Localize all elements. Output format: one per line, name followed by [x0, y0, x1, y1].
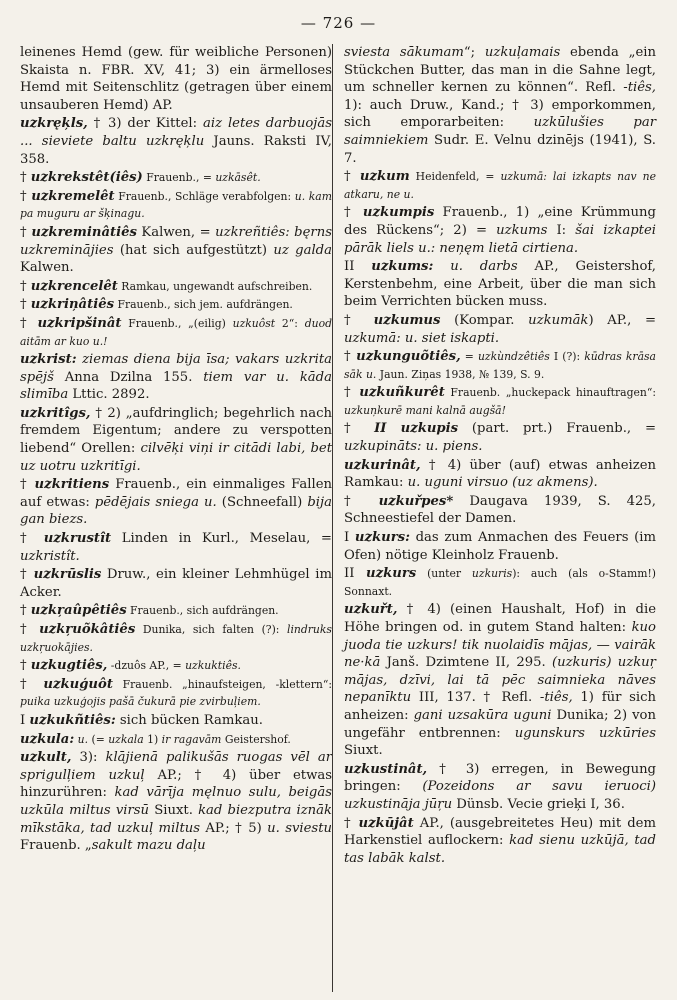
entry-text: uzkuris: [471, 567, 513, 581]
dictionary-entry: [20, 530, 332, 565]
entry-text: u. sviestu: [267, 820, 332, 836]
entry-text: uzkùndzêtiês: [477, 350, 550, 364]
headword: uzkum: [359, 169, 410, 185]
entry-text: gani uzsakūra uguni: [413, 707, 552, 723]
entry-text: sakult mazu daļu: [91, 838, 206, 854]
entry-text: u. uguni virsuo (uz akmens).: [407, 475, 598, 491]
entry-text: šai izkaptei pārāk liels u.: neņęm lietā cirtiena.: [344, 222, 657, 256]
entry-text: Jaun. Ziņas 1938, № 139, S. 9.: [376, 367, 545, 381]
entry-text: (Kompar.: [440, 312, 529, 328]
entry-text: †: [20, 658, 31, 674]
entry-text: kūdras krāsa sāk u.: [344, 350, 656, 381]
entry-text: Janš. Dzimtene II, 295.: [380, 655, 552, 671]
entry-text: †: [20, 170, 31, 186]
entry-text: Frauenb., ein einmaliges Fallen auf etwas:: [20, 477, 332, 510]
entry-text: uzkuôst: [232, 316, 276, 330]
dictionary-entry: [20, 278, 332, 296]
headword: uzkula:: [20, 731, 75, 747]
entry-text: kad vārīja męlnuo sulu, beigās uzkūla miltus virsū: [20, 785, 332, 818]
entry-text: sviesta sākumam: [344, 45, 464, 60]
dictionary-entry: [20, 169, 332, 187]
entry-text: Kalwen.: [20, 260, 74, 276]
entry-text: uzkums: [496, 222, 548, 238]
entry-text: duod aitām ar kuo u.!: [20, 316, 332, 348]
dictionary-entry: [20, 188, 332, 223]
entry-text: ir ragavām: [161, 732, 222, 746]
entry-text: ) AP., =: [588, 312, 656, 328]
entry-text: Lttic. 2892.: [68, 387, 150, 403]
headword: II uzkupis: [374, 421, 459, 437]
entry-text: 2“:: [275, 316, 305, 330]
entry-text: das zum Anmachen des Feuers (im Ofen) nötige Kleinholz Frauenb.: [344, 530, 657, 563]
entry-text: (part. prt.) Frauenb., =: [458, 421, 656, 437]
headword: uzkult,: [20, 750, 72, 766]
entry-text: uzkuļamais: [484, 45, 561, 60]
headword: uzkrekstêt(iês): [30, 170, 143, 186]
entry-text: kuo juoda tie uzkurs! tik nuolaidīs mājas, — vairāk ne·kā: [344, 620, 656, 671]
dictionary-entry: [344, 348, 656, 383]
entry-text: uzkāsêt.: [215, 171, 261, 185]
dictionary-entry: [344, 168, 656, 203]
entry-text: lindruks uzkŗuokājies.: [20, 623, 332, 654]
entry-text: leinenes Hemd (gew. für weibliche Personen) Skaista n. FBR. XV, 41; 3) ein ärmelloses Hemd mit Seitenschlitz (getragen über einem unsauberen Hemd) AP.: [20, 45, 332, 113]
entry-text: Druw., ein kleiner Lehmhügel im Acker.: [20, 567, 332, 600]
entry-text: I (?):: [549, 350, 585, 364]
dictionary-entry: [344, 312, 656, 347]
entry-text: † 4) über (auf) etwas anheizen Ramkau:: [344, 457, 656, 491]
dictionary-entry: [344, 601, 656, 759]
headword: uzkukñtiês:: [29, 712, 116, 728]
entry-text: (=: [88, 732, 109, 746]
headword: uzkurs: [366, 566, 417, 582]
entry-text: tiem var u. kāda slimība: [20, 369, 332, 403]
entry-text: † 4) (einen Haushalt, Hof) in die Höhe bringen od. in gutem Stand halten:: [344, 602, 656, 635]
dictionary-entry: [344, 529, 656, 564]
entry-text: †: [344, 421, 375, 437]
entry-text: Siuxt.: [149, 802, 199, 818]
entry-text: uzkreñtiês: bęrns uzkreminājies: [20, 224, 332, 258]
entry-text: 3):: [71, 750, 106, 766]
column-divider: [332, 44, 333, 992]
entry-text: klājienā palikušās ruogas vēl ar sprigulļiem uzkuļ: [20, 750, 332, 783]
entry-text: AP., Geistershof, Kerstenbehm, eine Arbeit, über die man sich beim Verrichten bücken muss.: [344, 259, 656, 310]
headword: uzkŗaûpêtiês: [30, 603, 127, 619]
entry-text: Frauenb. „hinaufsteigen, -klettern“:: [112, 677, 332, 691]
entry-text: †: [344, 312, 374, 328]
entry-text: †: [20, 531, 44, 547]
entry-text: 1): [143, 732, 162, 746]
entry-text: pēdējais sniega u.: [94, 494, 217, 510]
headword: uzkremelêt: [31, 188, 115, 204]
entry-text: †: [20, 477, 35, 493]
entry-text: AP., (ausgebreitetes Heu) mit dem Harkenstiel auflockern:: [344, 815, 656, 849]
dictionary-entry: [344, 565, 656, 600]
entry-text: †: [344, 205, 363, 221]
entry-text: -tiês,: [539, 690, 573, 706]
entry-text: Dünsb. Vecie grieķi I, 36.: [452, 796, 625, 812]
entry-text: Frauenb. „: [20, 838, 92, 854]
entry-text: Ramkau, ungewandt aufschreiben.: [117, 279, 313, 293]
dictionary-entry: [20, 657, 332, 675]
entry-text: †: [20, 224, 32, 240]
dictionary-entry: [20, 224, 332, 277]
dictionary-entry: [20, 749, 332, 855]
dictionary-entry: [20, 351, 332, 404]
dictionary-entry: [20, 712, 332, 730]
entry-text: Frauenb. „huckepack hinauftragen“:: [444, 386, 656, 400]
entry-text: ): auch (als o-Stamm!) Sonnaxt.: [344, 567, 656, 598]
entry-text: †: [344, 385, 360, 401]
dictionary-entry: [20, 566, 332, 601]
headword: uzkreminâtiês: [31, 224, 137, 240]
entry-text: sich bücken Ramkau.: [115, 712, 263, 728]
entry-text: Heidenfeld, =: [409, 170, 501, 184]
headword: uzkrustît: [43, 531, 112, 547]
dictionary-entry: [344, 44, 656, 167]
entry-text: =: [460, 350, 478, 364]
entry-text: †: [20, 603, 31, 619]
dictionary-entry: [344, 258, 656, 311]
dictionary-entry: [344, 457, 656, 492]
entry-text: uzkumā: u. siet iskapti.: [344, 330, 500, 346]
entry-text: -tiês,: [623, 80, 656, 96]
dictionary-entry: [344, 493, 656, 528]
entry-text: kad sienu uzkūjā, tad tas labāk kalst.: [344, 833, 656, 866]
dictionary-entry: [20, 621, 332, 656]
dictionary-entry: [20, 676, 332, 711]
entry-text: (Schneefall): [216, 494, 308, 510]
headword: uzkumus: [373, 312, 441, 328]
entry-text: †: [20, 315, 38, 331]
entry-text: Frauenb., =: [142, 171, 216, 185]
headword: uzkritiens: [34, 477, 110, 493]
entry-text: u.: [74, 732, 89, 746]
entry-text: kad biezputra iznāk mīkstāka, tad uzkuļ miltus: [20, 802, 332, 836]
entry-text: (hat sich aufgestützt): [113, 242, 274, 258]
dictionary-entry: [344, 815, 656, 868]
entry-text: †: [344, 493, 379, 509]
dictionary-entry: [344, 761, 656, 814]
headword: uzkuřpes*: [378, 493, 454, 509]
entry-text: 1) für sich anheizen:: [344, 690, 656, 723]
dictionary-entry: [20, 405, 332, 475]
entry-text: uzkūlušies par saimniekiem: [344, 115, 656, 148]
entry-text: I: [344, 530, 355, 546]
headword: uzkūjât: [358, 815, 414, 831]
entry-text: †: [20, 278, 31, 294]
headword: uzkurinât,: [344, 457, 421, 473]
headword: uzkuñkurêt: [359, 385, 445, 401]
entry-text: ugunskurs uzkūries: [514, 725, 656, 741]
entry-text: cilvēķi viņi ir citādi labi, bet uz uotru uzkritīgi.: [20, 441, 332, 474]
headword: uzkriņâtiês: [30, 297, 115, 313]
entry-text: puika uzkuģojis pašā čukurā pie zvirbuļiem.: [20, 695, 261, 709]
entry-text: † 2) „aufdringlich; begehrlich nach fremdem Eigentum; andere zu verspotten liebend“ Orellen:: [20, 405, 332, 457]
entry-text: “;: [463, 45, 485, 60]
entry-text: AP.; † 5): [200, 820, 268, 836]
headword: uzkunguõtiês,: [356, 349, 461, 365]
entry-text: †: [20, 188, 32, 204]
entry-text: †: [20, 676, 44, 692]
dictionary-entry: [344, 204, 656, 257]
dictionary-entry: [20, 44, 332, 114]
entry-text: uzkristît.: [20, 548, 80, 564]
headword: uzkumpis: [362, 205, 435, 221]
entry-text: †: [20, 622, 40, 637]
headword: uzkritîgs,: [20, 405, 91, 421]
entry-text: (uzkuris) uzkuŗ mājas, dzīvi, lai tā pēc saimnieka nāves nepanīktu: [344, 655, 656, 706]
entry-text: Daugava 1939, S. 425, Schneestiefel der Damen.: [344, 493, 656, 527]
entry-text: Linden in Kurl., Meselau, =: [111, 531, 332, 547]
headword: uzkurs:: [354, 530, 410, 546]
dictionary-entry: [344, 420, 656, 455]
entry-text: I:: [547, 222, 576, 238]
entry-text: u. kam pa muguru ar šķinagu.: [20, 189, 332, 221]
entry-text: 1): auch Druw., Kand.; † 3) emporkommen, sich emporarbeiten:: [344, 97, 656, 131]
headword: uzkrūslis: [33, 567, 102, 583]
dictionary-entry: [20, 315, 332, 350]
headword: uzkums:: [371, 259, 434, 275]
entry-text: † 3) der Kittel:: [87, 116, 203, 132]
entry-text: Frauenb., sich aufdrängen.: [126, 604, 279, 618]
entry-text: uzkupināts: u. piens.: [344, 439, 483, 455]
entry-text: I: [20, 712, 30, 728]
headword: uzkuřt,: [344, 602, 398, 618]
headword: uzkripšinât: [37, 315, 122, 331]
dictionary-entry: [20, 476, 332, 529]
entry-text: uzkuņkurē mani kalnā augšā!: [344, 403, 506, 417]
entry-text: †: [20, 567, 34, 583]
dictionary-entry: [344, 384, 656, 419]
headword: uzkrist:: [20, 352, 77, 368]
entry-text: Jauns. Raksti IV, 358.: [20, 133, 332, 167]
dictionary-entry: [20, 115, 332, 168]
left-column: [20, 44, 332, 856]
entry-text: u. darbs: [433, 259, 518, 275]
entry-text: -dzuôs AP., =: [107, 659, 186, 673]
entry-text: Dunika, sich falten (?):: [135, 623, 287, 636]
entry-text: uzkumā: lai izkapts nav ne atkaru, ne u.: [344, 170, 656, 201]
entry-text: †: [20, 297, 31, 313]
entry-text: (unter: [416, 567, 472, 581]
entry-text: uzkuktiês.: [185, 659, 241, 673]
entry-text: †: [344, 169, 360, 185]
entry-text: Dunika; 2) von ungefähr entbrennen:: [344, 707, 656, 741]
entry-text: †: [344, 349, 357, 365]
entry-text: Geistershof.: [221, 732, 291, 746]
entry-text: uzkumāk: [528, 312, 589, 328]
entry-text: (Pozeidons ar savu ieruoci) uzkustināja jūŗu: [344, 779, 656, 812]
entry-text: uz galda: [273, 242, 332, 258]
entry-text: Anna Dzilna 155.: [53, 369, 204, 385]
entry-text: Sudr. E. Velnu dzinējs (1941), S. 7.: [344, 132, 656, 166]
entry-text: AP.; † 4) über etwas hinzurühren:: [20, 767, 332, 801]
page-number: — 726 —: [300, 14, 377, 32]
dictionary-entry: [20, 731, 332, 749]
entry-text: Siuxt.: [344, 743, 383, 759]
entry-text: Kalwen, =: [136, 224, 216, 240]
entry-text: ziemas diena bija īsa; vakars uzkrita spējš: [20, 352, 332, 385]
entry-text: aiz letes darbuojās ... sieviete baltu uzkręķlu: [20, 116, 332, 149]
headword: uzkręķls,: [20, 116, 88, 132]
entry-text: III, 137. † Refl.: [411, 690, 540, 706]
entry-text: II: [344, 259, 372, 275]
headword: uzkugtiês,: [30, 658, 108, 674]
right-column: [344, 44, 656, 868]
entry-text: Frauenb., sich jem. aufdrängen.: [114, 298, 293, 312]
headword: uzkustinât,: [344, 761, 428, 777]
entry-text: Frauenb., Schläge verabfolgen:: [114, 189, 295, 203]
entry-text: uzkala: [108, 732, 144, 746]
headword: uzkrencelêt: [30, 278, 118, 294]
dictionary-entry: [20, 296, 332, 314]
headword: uzkŗuõkâtiês: [39, 622, 136, 637]
entry-text: †: [344, 815, 359, 831]
entry-text: II: [344, 566, 367, 582]
entry-text: Frauenb., 1) „eine Krümmung des Rückens“; 2) =: [344, 205, 656, 238]
entry-text: ebenda „ein Stückchen Butter, das man in die Sahne legt, um schneller kernen zu können“. Refl.: [344, 45, 656, 96]
headword: uzkuģuôt: [43, 676, 113, 692]
entry-text: Frauenb., „(eilig): [121, 316, 233, 330]
dictionary-entry: [20, 602, 332, 620]
entry-text: † 3) erregen, in Bewegung bringen:: [344, 761, 656, 795]
entry-text: bija gan biezs.: [20, 494, 332, 528]
